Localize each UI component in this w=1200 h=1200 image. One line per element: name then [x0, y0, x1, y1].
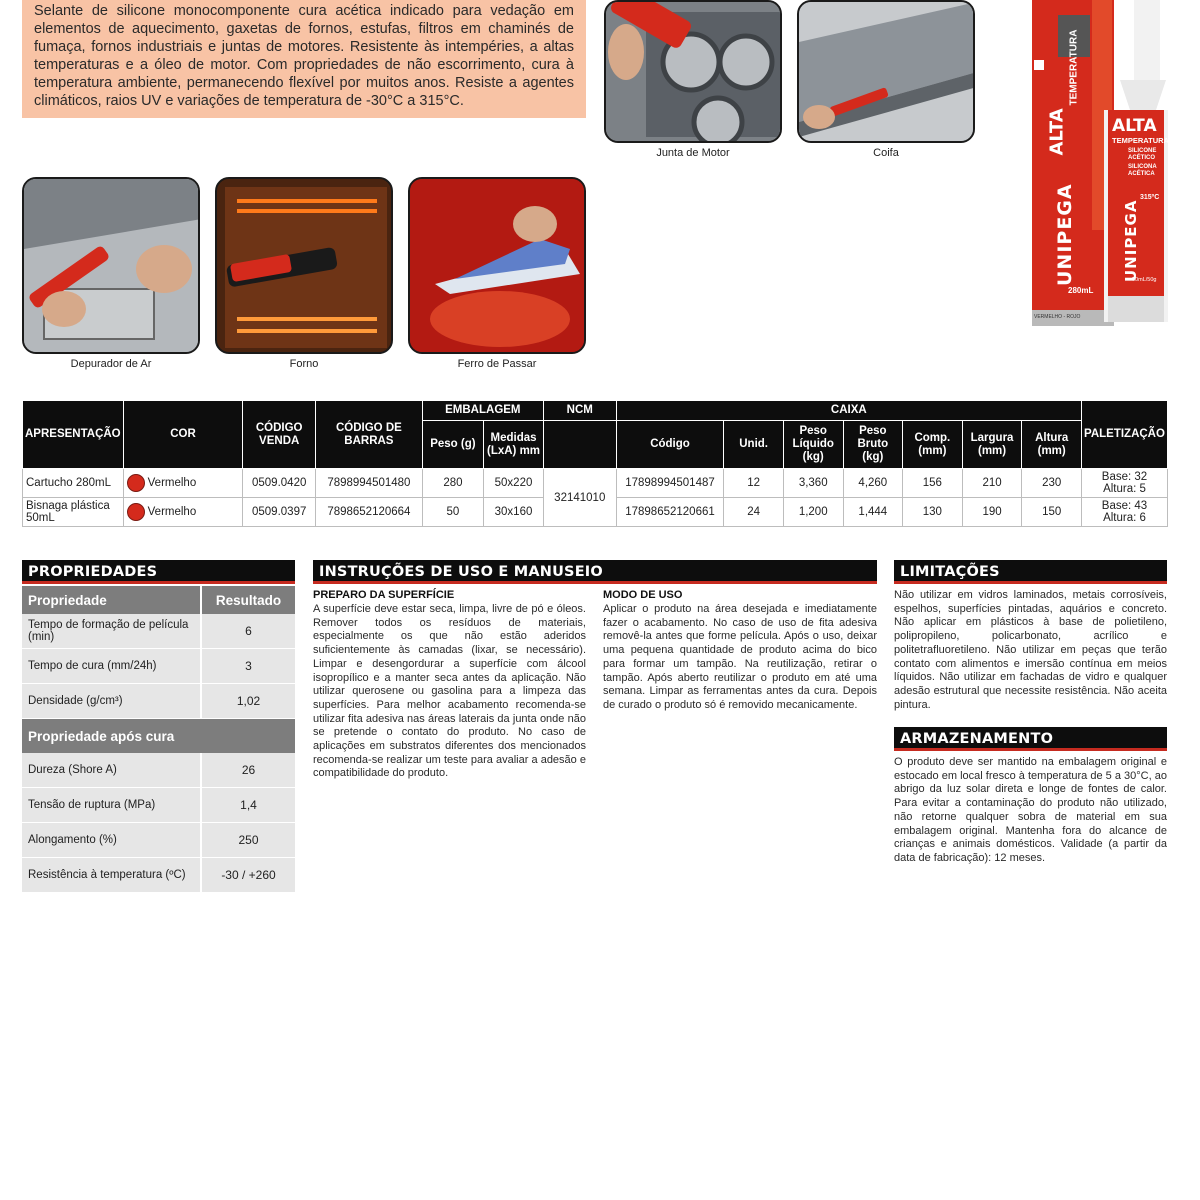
cell-codigo: 17898652120661: [616, 498, 724, 527]
th-peso-liquido: Peso Líquido (kg): [783, 421, 843, 469]
th-codigo: Código: [616, 421, 724, 469]
cell-largura: 190: [962, 498, 1022, 527]
property-label: Dureza (Shore A): [22, 753, 202, 787]
cell-unid: 24: [724, 498, 783, 527]
th-embalagem: EMBALAGEM: [422, 401, 543, 421]
cell-cor: [123, 498, 243, 527]
properties-table-header: [22, 586, 295, 614]
limitacoes-header: LIMITAÇÕES: [894, 560, 1167, 584]
limitacoes-text: Não utilizar em vidros laminados, metais corrosíveis, espelhos, superfícies pintadas, aquários e concreto. Não aplicar em plásticos à base de polietileno, polipropileno, policarbonato, acrílico e politetrafluoretileno. Não utilizar em peças que terão contato com alimentos e imersão contínua em meios líquidos. Não utilizar em fachadas de vidro e qualquer adesão estrutural que necessite resistência. Não aceita pintura.: [894, 589, 1167, 711]
property-label: Resistência à temperatura (ºC): [22, 858, 202, 892]
photo-ferro-de-passar: [408, 177, 586, 354]
cartridge-color: VERMELHO - ROJO: [1034, 314, 1081, 320]
range-hood-illustration: [799, 2, 975, 143]
propriedades-header: PROPRIEDADES: [22, 560, 295, 584]
cartridge-size: 280mL: [1068, 286, 1094, 295]
cell-codigo-barras: 7898994501480: [316, 469, 423, 498]
property-value: 6: [202, 614, 295, 648]
cell-medidas: 50x220: [484, 469, 544, 498]
cell-paletizacao: [1081, 498, 1167, 527]
table-row: [22, 858, 295, 893]
photo-junta-de-motor: [604, 0, 782, 143]
photo-forno: [215, 177, 393, 354]
iron-illustration: [410, 179, 586, 354]
property-label: Tensão de ruptura (MPa): [22, 788, 202, 822]
modo-text: Aplicar o produto na área desejada e imediatamente fazer o acabamento. No caso de uso de fita adesiva removê-la antes que forme película. Após o uso, deixar uma pequena quantidade de produto acima do bico para formar um tampão. Na reutilização, retirar o tampão. Após aberto reutilizar o produto em até uma semana. Limpar as ferramentas antes da cura. Depois de curado o produto só é removido mecanicamente.: [603, 603, 877, 711]
preparo-text: A superfície deve estar seca, limpa, livre de pó e óleos. Remover todos os resíduos de materiais, especialmente os que não estão aderidos suficientemente às camadas (lixar, se necessário). Limpar e desengordurar a superfície com álcool isopropílico e a manter seca antes da aplicação. Não utilizar querosene ou gasolina para a limpeza das superfícies. Para melhor acabamento recomenda-se utilizar fita adesiva nas áreas laterais da junta onde não se pretende o contato do produto. No caso de aplicações em substratos diferentes dos mencionados recomenda-se realizar um teste para avaliar a adesão e compatibilidade do produto.: [313, 603, 586, 780]
cell-codigo-barras: 7898652120664: [316, 498, 423, 527]
cell-comp: 156: [903, 469, 963, 498]
color-name: Vermelho: [147, 477, 197, 490]
color-name: Vermelho: [147, 506, 197, 519]
armazenamento-header: ARMAZENAMENTO: [894, 727, 1167, 751]
property-value: 1,4: [202, 788, 295, 822]
caption-coifa: Coifa: [873, 147, 899, 159]
photo-depurador-de-ar: [22, 177, 200, 354]
photo-coifa: [797, 0, 975, 143]
armazenamento-text: O produto deve ser mantido na embalagem original e estocado em local fresco à temperatura de 5 a 30°C, ao abrigo da luz solar direta e longe de fontes de calor. Para evitar a contaminação do produto não utilizado, não retorne qualquer sobra de material em sua embalagem original. Mantenha fora do alcance de crianças e animais domésticos. Validade (a partir da data de fabricação): 12 meses.: [894, 756, 1167, 864]
cartridge-alta: ALTA: [1046, 108, 1068, 156]
tube-silicone: SILICONE ACÉTICO: [1128, 148, 1157, 161]
cell-ncm: 32141010: [543, 469, 616, 527]
cell-cor: [123, 469, 243, 498]
th-peso: Peso (g): [422, 421, 483, 469]
tube-alta: ALTA: [1112, 116, 1157, 136]
table-row: [22, 684, 295, 719]
cell-unid: 12: [724, 469, 783, 498]
cell-paletizacao: [1081, 469, 1167, 498]
caption-ferro-de-passar: Ferro de Passar: [457, 358, 537, 370]
col-resultado: Resultado: [202, 586, 295, 614]
th-largura: Largura (mm): [962, 421, 1022, 469]
cell-largura: 210: [962, 469, 1022, 498]
th-comp: Comp. (mm): [903, 421, 963, 469]
palet-altura: Altura: 6: [1103, 512, 1146, 524]
th-unid: Unid.: [724, 421, 783, 469]
red-color-swatch: [127, 474, 145, 492]
th-medidas: Medidas (LxA) mm: [484, 421, 544, 469]
modo-title: MODO DE USO: [603, 589, 683, 601]
col-propriedade: Propriedade: [22, 586, 202, 614]
th-altura: Altura (mm): [1022, 421, 1082, 469]
table-row: [23, 469, 1168, 498]
property-label: Alongamento (%): [22, 823, 202, 857]
caption-depurador-de-ar: Depurador de Ar: [70, 358, 152, 370]
cell-comp: 130: [903, 498, 963, 527]
property-value: 250: [202, 823, 295, 857]
caption-forno: Forno: [289, 358, 319, 370]
property-label: Tempo de formação de película (min): [22, 614, 202, 648]
th-caixa: CAIXA: [616, 401, 1081, 421]
properties-table: [22, 586, 295, 893]
th-paletizacao: PALETIZAÇÃO: [1081, 401, 1167, 469]
red-color-swatch: [127, 503, 145, 521]
cell-altura: 230: [1022, 469, 1082, 498]
cell-peso-bruto: 4,260: [843, 469, 903, 498]
cartridge-brand: UNIPEGA: [1054, 183, 1076, 286]
property-value: 26: [202, 753, 295, 787]
cell-codigo-venda: 0509.0397: [243, 498, 316, 527]
tube-silicona: SILICONA ACÉTICA: [1128, 164, 1157, 177]
cell-peso: 50: [422, 498, 483, 527]
th-ncm: NCM: [543, 401, 616, 421]
th-peso-bruto: Peso Bruto (kg): [843, 421, 903, 469]
cell-apresentacao: Bisnaga plástica 50mL: [23, 498, 124, 527]
tube-temperatura: TEMPERATURA: [1112, 136, 1169, 145]
engine-gasket-illustration: [606, 2, 782, 143]
cell-altura: 150: [1022, 498, 1082, 527]
cell-codigo-venda: 0509.0420: [243, 469, 316, 498]
instrucoes-header: INSTRUÇÕES DE USO E MANUSEIO: [313, 560, 877, 584]
table-row: [22, 649, 295, 684]
property-value: 1,02: [202, 684, 295, 718]
palet-base: Base: 32: [1101, 471, 1148, 483]
th-codigo-barras: CÓDIGO DE BARRAS: [316, 401, 423, 469]
after-cure-subheader: Propriedade após cura: [22, 719, 295, 753]
cell-medidas: 30x160: [484, 498, 544, 527]
cartridge-temperatura: TEMPERATURA: [1068, 29, 1080, 106]
th-ncm-empty: [543, 421, 616, 469]
th-apresentacao: APRESENTAÇÃO: [23, 401, 124, 469]
air-purifier-illustration: [24, 179, 200, 354]
property-label: Densidade (g/cm³): [22, 684, 202, 718]
cell-peso: 280: [422, 469, 483, 498]
packaging-spec-table: [22, 400, 1168, 527]
property-value: 3: [202, 649, 295, 683]
table-row: [22, 753, 295, 788]
oven-illustration: [217, 179, 393, 354]
cell-peso-liquido: 1,200: [783, 498, 843, 527]
table-row: [22, 788, 295, 823]
th-cor: COR: [123, 401, 243, 469]
table-row: [22, 823, 295, 858]
property-label: Tempo de cura (mm/24h): [22, 649, 202, 683]
palet-altura: Altura: 5: [1103, 483, 1146, 495]
cell-peso-bruto: 1,444: [843, 498, 903, 527]
product-description: Selante de silicone monocomponente cura acética indicado para vedação em elementos de aquecimento, gaxetas de fornos, estufas, filtros em chaminés de fumaça, fornos industriais e juntas de motores. Resistente às intempéries, a altas temperaturas e a óleo de motor. Com propriedades de não escorrimento, cura à temperatura ambiente, permanecendo flexível por muitos anos. Resiste a agentes climáticos, raios UV e variações de temperatura de -30°C a 315°C.: [22, 0, 586, 118]
preparo-title: PREPARO DA SUPERFÍCIE: [313, 589, 455, 601]
cell-codigo: 17898994501487: [616, 469, 724, 498]
palet-base: Base: 43: [1101, 500, 1148, 512]
property-value: -30 / +260: [202, 858, 295, 892]
table-row: [22, 614, 295, 649]
tube-brand: UNIPEGA: [1122, 199, 1140, 282]
tube-size: 50mL/50g: [1132, 277, 1157, 283]
tube-temperature-badge: 315ºC: [1140, 194, 1160, 201]
th-codigo-venda: CÓDIGO VENDA: [243, 401, 316, 469]
caption-junta-de-motor: Junta de Motor: [656, 147, 730, 159]
cell-apresentacao: Cartucho 280mL: [23, 469, 124, 498]
cell-peso-liquido: 3,360: [783, 469, 843, 498]
product-packaging-illustration: [1028, 0, 1168, 332]
